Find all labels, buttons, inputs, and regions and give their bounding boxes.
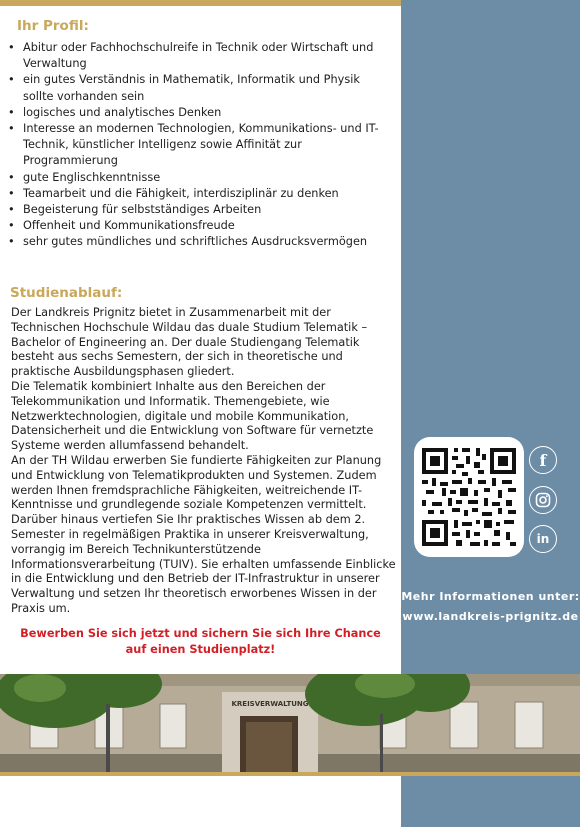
facebook-glyph: f [539, 450, 547, 470]
list-item: • Offenheit und Kommunikationsfreude [8, 218, 393, 234]
top-accent-bar [0, 0, 401, 6]
website-link[interactable]: www.landkreis-prignitz.de [402, 610, 579, 623]
list-item: • sehr gutes mündliches und schriftliches Ausdrucksvermögen [8, 234, 393, 250]
building-illustration [0, 674, 580, 774]
process-text [11, 306, 397, 617]
process-heading: Studienablauf: [10, 285, 123, 301]
facebook-icon[interactable] [529, 446, 557, 474]
bottom-accent-bar [0, 772, 580, 776]
list-item: • Teamarbeit und die Fähigkeit, interdisziplinär zu denken [8, 186, 393, 202]
call-to-action: Bewerben Sie sich jetzt und sichern Sie sich Ihre Chance auf einen Studienplatz! [20, 627, 381, 656]
profile-list [8, 40, 393, 251]
list-item: • Interesse an modernen Technologien, Kommunikations- und IT-Technik, künstlicher Intelligenz sowie Affinität zur Programmierung [8, 121, 393, 170]
qr-code-card[interactable] [414, 437, 524, 557]
list-item: • ein gutes Verständnis in Mathematik, Informatik und Physik sollte vorhanden sein [8, 72, 393, 104]
qr-code-icon [422, 448, 516, 546]
instagram-glyph [535, 492, 551, 508]
building-sign: KREISVERWALTUNG [231, 700, 309, 708]
linkedin-icon[interactable] [529, 525, 557, 553]
more-info-label: Mehr Informationen unter: [401, 590, 580, 603]
instagram-icon[interactable] [529, 486, 557, 514]
process-paragraph: An der TH Wildau erwerben Sie fundierte Fähigkeiten zur Planung und Entwicklung von Telematikprodukten und Systemen. Zudem werden Ihnen fremdsprachliche Fähigkeiten, weitreichende IT-Kenntnisse und grundlegende soziale Kompetenzen vermittelt. Darüber hinaus vertiefen Sie Ihr praktisches Wissen ab dem 2. Semester in regelmäßigen Praktika in unserer Kreisverwaltung, vorrangig im Bereich Technikunterstützende Informationsverarbeitung (TUIV). Sie erhalten umfassende Einblicke in die Entwicklung und den Betrieb der IT-Infrastruktur in unserer Verwaltung und setzen Ihr theoretisch erworbenes Wissen in der Praxis um. [11, 453, 396, 615]
process-paragraph: Der Landkreis Prignitz bietet in Zusammenarbeit mit der Technischen Hochschule Wildau das duale Studium Telematik – Bachelor of Engineering an. Der duale Studiengang Telematik besteht aus sechs Semestern, der sich in theoretische und praktische Ausbildungsphasen gliedert. [11, 306, 368, 379]
list-item: • Abitur oder Fachhochschulreife in Technik oder Wirtschaft und Verwaltung [8, 40, 393, 72]
linkedin-glyph: in [536, 532, 550, 546]
profile-heading: Ihr Profil: [17, 18, 89, 34]
process-paragraph: Die Telematik kombiniert Inhalte aus den Bereichen der Telekommunikation und Informatik. Themengebiete, wie Netzwerktechnologien, digitale und mobile Kommunikation, Datensicherheit und die Entwicklung von Software für vernetzte Systeme werden allumfassend behandelt. [11, 379, 374, 453]
list-item: • Begeisterung für selbstständiges Arbeiten [8, 202, 393, 218]
list-item: • logisches und analytisches Denken [8, 105, 393, 121]
list-item: • gute Englischkenntnisse [8, 170, 393, 186]
building-photo [0, 674, 580, 774]
